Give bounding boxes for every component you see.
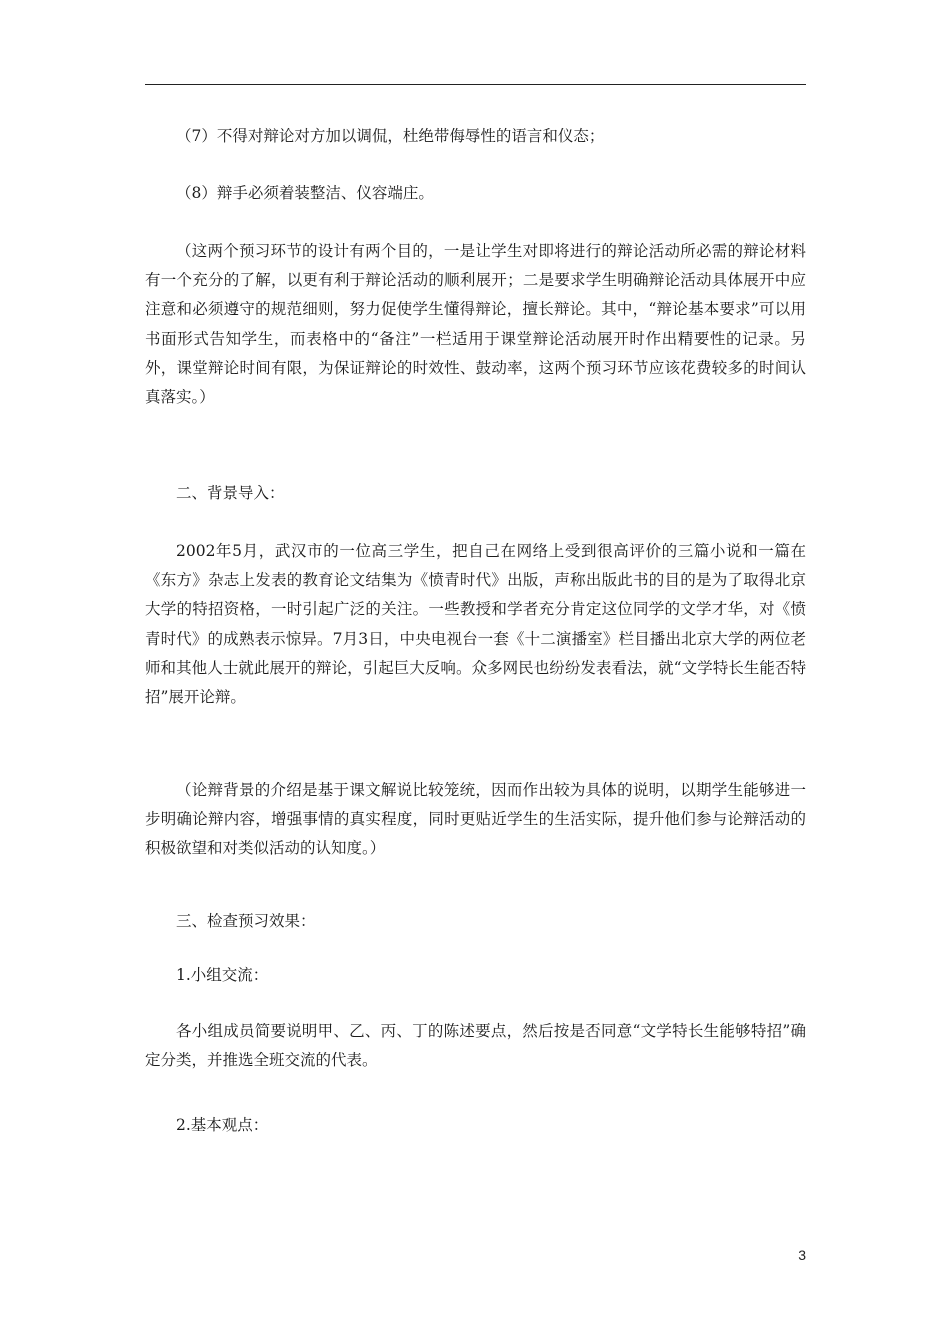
paragraph-group-exchange: 各小组成员简要说明甲、乙、丙、丁的陈述要点，然后按是否同意“文学特长生能够特招”确定分类，并推选全班交流的代表。 [145, 1022, 806, 1070]
subheading-basic-views: 2.基本观点： [176, 1116, 269, 1134]
paragraph-background-note: （论辩背景的介绍是基于课文解说比较笼统，因而作出较为具体的说明，以期学生能够进一步明确论辩内容，增强事情的真实程度，同时更贴近学生的生活实际，提升他们参与论辩活动的积极欲望和对类似活动的认知度。） [145, 781, 806, 858]
section-heading-check-preview: 三、检查预习效果： [176, 912, 316, 930]
subheading-group-exchange: 1.小组交流： [176, 966, 269, 984]
header-rule [145, 84, 806, 85]
section-heading-background: 二、背景导入： [176, 484, 285, 502]
paragraph-background: 2002年5月，武汉市的一位高三学生，把自己在网络上受到很高评价的三篇小说和一篇在《东方》杂志上发表的教育论文结集为《愤青时代》出版，声称出版此书的目的是为了取得北京大学的特招资格，一时引起广泛的关注。一些教授和学者充分肯定这位同学的文学才华，对《愤青时代》的成熟表示惊异。7月3日，中央电视台一套《十二演播室》栏目播出北京大学的两位老师和其他人士就此展开的辩论，引起巨大反响。众多网民也纷纷发表看法，就“文学特长生能否特招”展开论辩。 [145, 542, 806, 707]
paragraph-rule-8: （8）辩手必须着装整洁、仪容端庄。 [176, 184, 434, 202]
page-number: 3 [798, 1247, 806, 1263]
paragraph-preview-note: （这两个预习环节的设计有两个目的，一是让学生对即将进行的辩论活动所必需的辩论材料有一个充分的了解，以更有利于辩论活动的顺利展开；二是要求学生明确辩论活动具体展开中应注意和必须遵守的规范细则，努力促使学生懂得辩论，擅长辩论。其中，“辩论基本要求”可以用书面形式告知学生，而表格中的“备注”一栏适用于课堂辩论活动展开时作出精要性的记录。另外，课堂辩论时间有限，为保证辩论的时效性、鼓动率，这两个预习环节应该花费较多的时间认真落实。） [145, 242, 806, 407]
paragraph-rule-7: （7）不得对辩论对方加以调侃，杜绝带侮辱性的语言和仪态； [176, 127, 605, 145]
